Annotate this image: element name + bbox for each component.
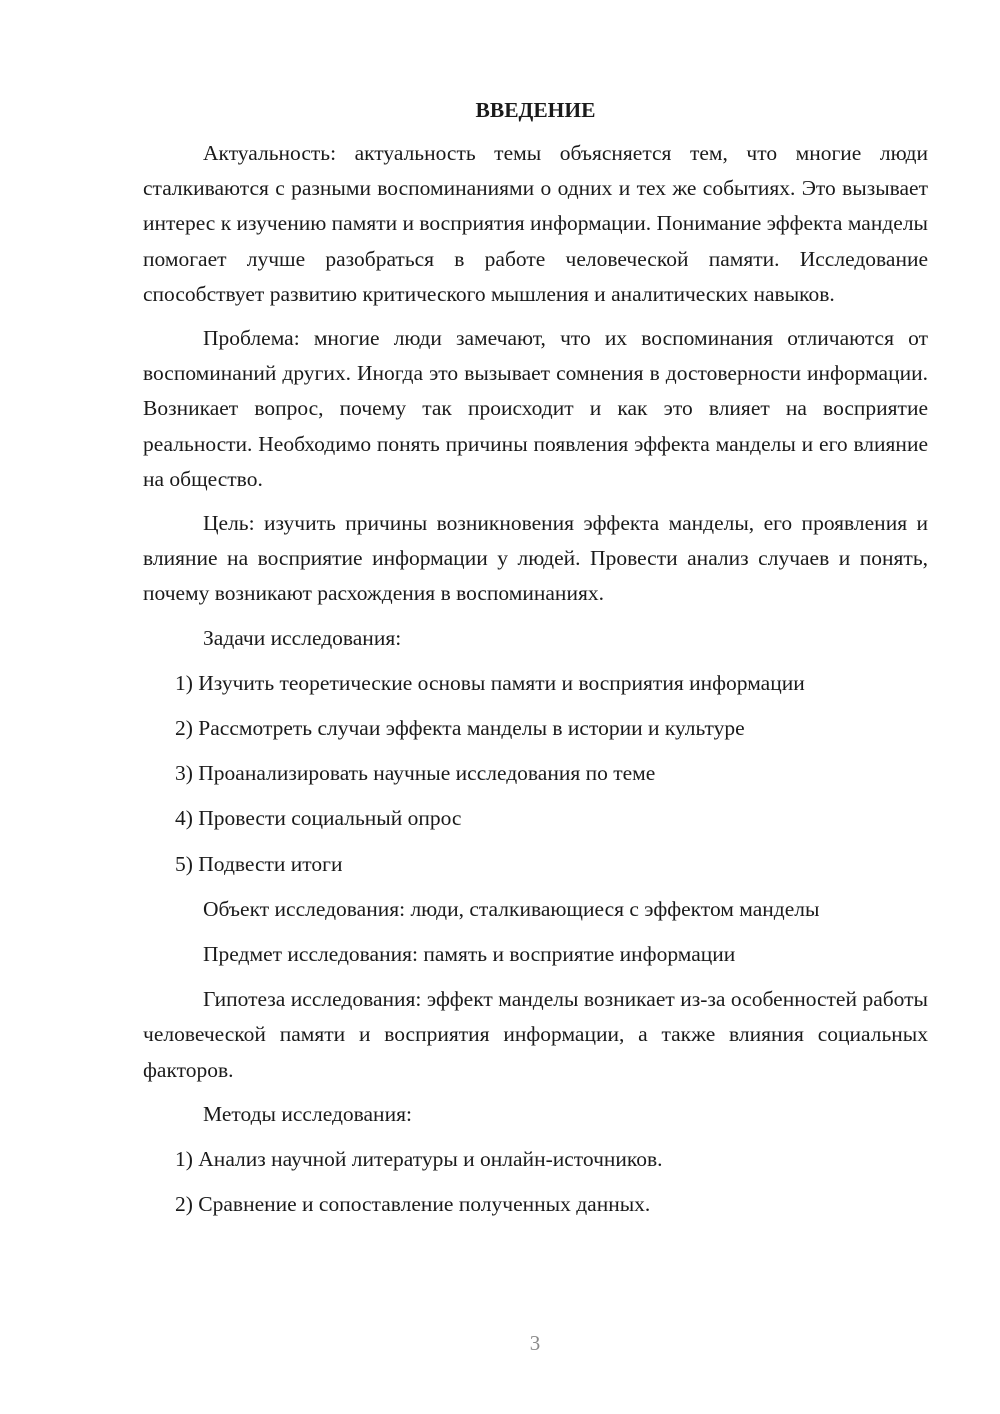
- method-item: 2) Сравнение и сопоставление полученных данных.: [175, 1192, 651, 1217]
- methods-heading: Методы исследования:: [203, 1101, 412, 1126]
- goal-paragraph: Цель: изучить причины возникновения эффекта манделы, его проявления и влияние на восприятие информации у людей. Провести анализ случаев и понять, почему возникают расхождения в воспоминаниях.: [143, 511, 928, 606]
- hypothesis-paragraph: Гипотеза исследования: эффект манделы возникает из-за особенностей работы человеческой памяти и восприятия информации, а также влияния социальных факторов.: [143, 987, 928, 1082]
- section-title: ВВЕДЕНИЕ: [475, 98, 596, 122]
- task-item: 1) Изучить теоретические основы памяти и восприятия информации: [175, 670, 805, 695]
- problem-paragraph: Проблема: многие люди замечают, что их воспоминания отличаются от воспоминаний других. Иногда это вызывает сомнения в достоверности информации. Возникает вопрос, почему так происходит и как это влияет на восприятие реальности. Необходимо понять причины появления эффекта манделы и его влияние на общество.: [143, 326, 928, 491]
- subject-line: Предмет исследования: память и восприятие информации: [203, 942, 736, 967]
- task-item: 4) Провести социальный опрос: [175, 806, 462, 831]
- task-item: 3) Проанализировать научные исследования по теме: [175, 761, 656, 786]
- task-item: 2) Рассмотреть случаи эффекта манделы в истории и культуре: [175, 716, 745, 741]
- relevance-paragraph: Актуальность: актуальность темы объясняется тем, что многие люди сталкиваются с разными воспоминаниями о одних и тех же событиях. Это вызывает интерес к изучению памяти и восприятия информации. Понимание эффекта манделы помогает лучше разобраться в работе человеческой памяти. Исследование способствует развитию критического мышления и аналитических навыков.: [143, 141, 928, 306]
- page-content: [143, 92, 928, 1232]
- object-line: Объект исследования: люди, сталкивающиеся с эффектом манделы: [203, 896, 820, 921]
- tasks-heading: Задачи исследования:: [203, 625, 402, 650]
- page-number: 3: [529, 1331, 541, 1355]
- method-item: 1) Анализ научной литературы и онлайн-источников.: [175, 1147, 663, 1172]
- task-item: 5) Подвести итоги: [175, 851, 343, 876]
